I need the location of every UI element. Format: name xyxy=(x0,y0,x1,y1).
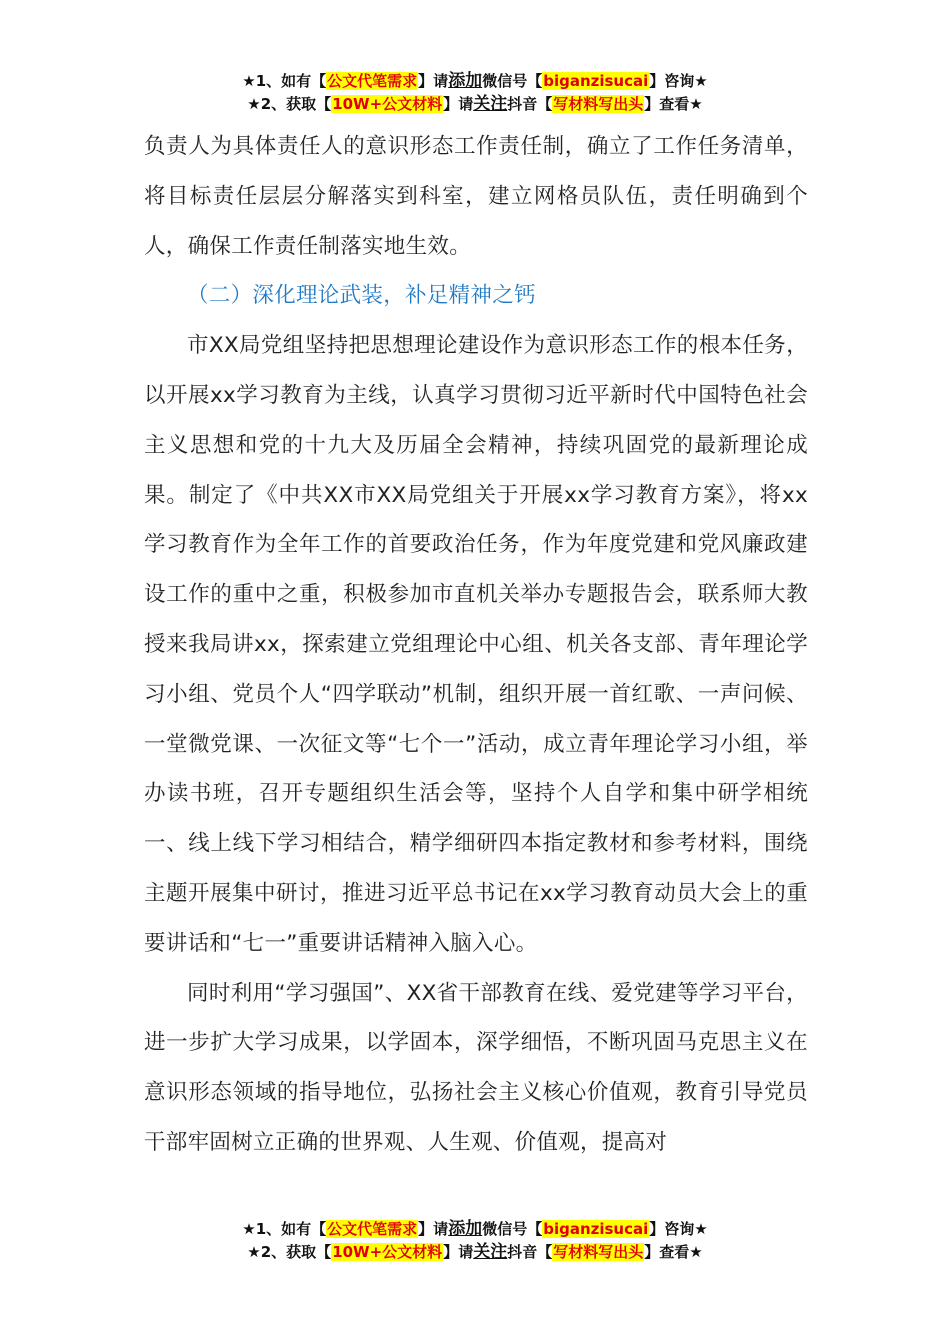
banner-text: 抖音【 xyxy=(507,1243,553,1261)
highlight-service: 公文代笔需求 xyxy=(327,72,418,90)
banner-line-1 xyxy=(0,1218,950,1241)
banner-line-2 xyxy=(0,93,950,116)
banner-text: ★1、如有【 xyxy=(242,1220,327,1238)
highlight-wechat-id: biganzisucai xyxy=(543,1220,649,1238)
banner-text: 】查看★ xyxy=(644,95,703,113)
banner-text: 】查看★ xyxy=(644,1243,703,1261)
banner-text: 】请 xyxy=(443,1243,474,1261)
paragraph-continued: 负责人为具体责任人的意识形态工作责任制，确立了工作任务清单，将目标责任层层分解落实到科室，建立网格员队伍，责任明确到个人，确保工作责任制落实地生效。 xyxy=(144,134,808,259)
banner-text: 】请 xyxy=(418,1220,449,1238)
banner-text: 】咨询★ xyxy=(649,72,708,90)
underlined-text: 关注 xyxy=(473,1242,508,1262)
underlined-text: 关注 xyxy=(473,94,508,114)
paragraph: 市XX局党组坚持把思想理论建设作为意识形态工作的根本任务，以开展xx学习教育为主线，认真学习贯彻习近平新时代中国特色社会主义思想和党的十九大及历届全会精神，持续巩固党的最新理论成果。制定了《中共XX市XX局党组关于开展xx学习教育方案》，将xx学习教育作为全年工作的首要政治任务，作为年度党建和党风廉政建设工作的重中之重，积极参加市直机关举办专题报告会，联系师大教授来我局讲xx，探索建立党组理论中心组、机关各支部、青年理论学习小组、党员个人“四学联动”机制，组织开展一首红歌、一声问候、一堂微党课、一次征文等“七个一”活动，成立青年理论学习小组，举办读书班，召开专题组织生活会等，坚持个人自学和集中研学相统一、线上线下学习相结合，精学细研四本指定教材和参考材料，围绕主题开展集中研讨，推进习近平总书记在xx学习教育动员大会上的重要讲话和“七一”重要讲话精神入脑入心。 xyxy=(144,333,808,956)
underlined-text: 添加 xyxy=(448,71,483,91)
footer-banner xyxy=(0,1218,950,1264)
highlight-materials: 10W+公文材料 xyxy=(332,1243,443,1261)
section-heading: （二）深化理论武装，补足精神之钙 xyxy=(187,283,536,309)
banner-text: ★2、获取【 xyxy=(247,1243,332,1261)
document-body xyxy=(144,122,808,1168)
banner-text: ★1、如有【 xyxy=(242,72,327,90)
highlight-douyin: 写材料写出头 xyxy=(553,1243,644,1261)
paragraph: 同时利用“学习强国”、XX省干部教育在线、爱党建等学习平台，进一步扩大学习成果，以学固本，深学细悟，不断巩固马克思主义在意识形态领域的指导地位，弘扬社会主义核心价值观，教育引导党员干部牢固树立正确的世界观、人生观、价值观，提高对 xyxy=(144,980,808,1155)
banner-line-1 xyxy=(0,70,950,93)
banner-text: 】请 xyxy=(418,72,449,90)
banner-line-2 xyxy=(0,1241,950,1264)
header-banner xyxy=(0,70,950,116)
banner-text: 微信号【 xyxy=(482,1220,543,1238)
highlight-service: 公文代笔需求 xyxy=(327,1220,418,1238)
highlight-materials: 10W+公文材料 xyxy=(332,95,443,113)
underlined-text: 添加 xyxy=(448,1219,483,1239)
highlight-douyin: 写材料写出头 xyxy=(553,95,644,113)
banner-text: 】咨询★ xyxy=(649,1220,708,1238)
highlight-wechat-id: biganzisucai xyxy=(543,72,649,90)
banner-text: 微信号【 xyxy=(482,72,543,90)
banner-text: 】请 xyxy=(443,95,474,113)
banner-text: ★2、获取【 xyxy=(247,95,332,113)
banner-text: 抖音【 xyxy=(507,95,553,113)
